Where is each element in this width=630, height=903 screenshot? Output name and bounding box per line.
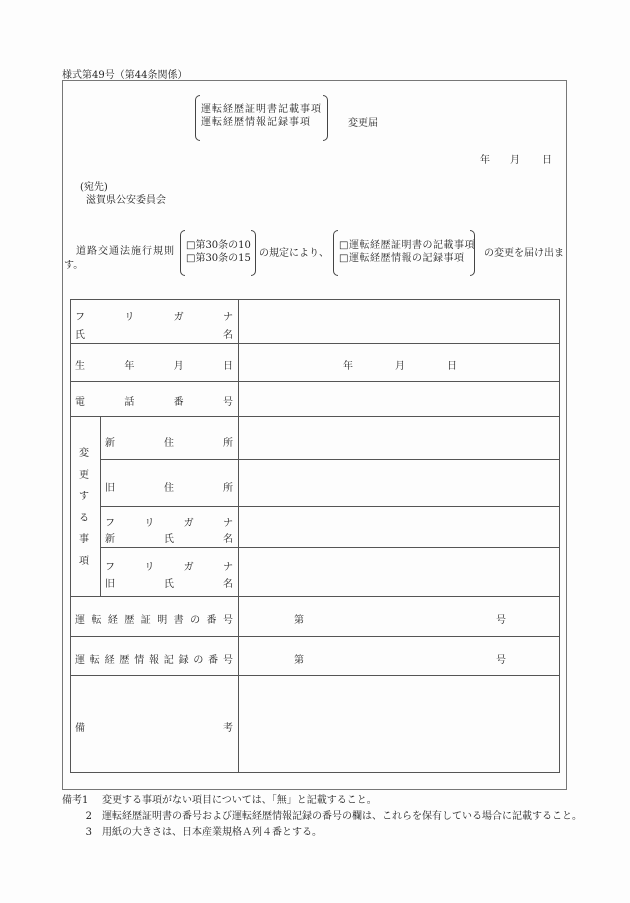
title-options <box>201 103 322 129</box>
addressee: 滋賀県公安委員会 <box>86 195 166 206</box>
name-input[interactable] <box>239 300 559 343</box>
birth-day: 日 <box>447 361 457 372</box>
record-number-prefix: 第 <box>294 655 304 666</box>
remarks-label: 備 考 <box>75 723 233 734</box>
record-number-suffix: 号 <box>496 655 506 666</box>
phone-input[interactable] <box>239 382 559 416</box>
phone-label: 電 話 番 号 <box>75 397 233 408</box>
name-label: 氏 名 <box>75 330 233 341</box>
new-name-label: 新 氏 名 <box>105 534 233 545</box>
new-name-input[interactable] <box>239 507 559 547</box>
statement-wrap: す。 <box>64 260 84 271</box>
statement-suffix: の変更を届け出ま <box>484 248 564 259</box>
title-suffix: 変更届 <box>348 118 378 129</box>
date-day: 日 <box>542 155 552 166</box>
note-item: 2 運転経歴証明書の番号および運転経歴情報記録の番号の欄は、これらを保有している場合に記載すること。 <box>85 811 582 822</box>
footer-notes <box>62 793 582 841</box>
article-bracket-left <box>180 230 185 276</box>
item-option-certificate[interactable]: □運転経歴証明書の記載事項 <box>339 240 475 251</box>
article-option-30-15[interactable]: □第30条の15 <box>186 253 251 264</box>
note-item: 備考1 変更する事項がない項目については、「無」と記載すること。 <box>62 795 377 806</box>
title-bracket-left <box>195 95 200 141</box>
item-option-record[interactable]: □運転経歴情報の記録事項 <box>339 253 465 264</box>
item-options <box>339 239 475 265</box>
record-number-input[interactable] <box>239 637 559 675</box>
old-name-label: 旧 氏 名 <box>105 579 233 590</box>
cert-number-prefix: 第 <box>294 615 304 626</box>
date-year: 年 <box>480 155 490 166</box>
item-bracket-right <box>470 230 475 276</box>
new-address-label: 新 住 所 <box>105 438 233 449</box>
birth-label: 生 年 月 日 <box>75 361 233 372</box>
new-address-input[interactable] <box>239 417 559 459</box>
old-name-furigana-label: フ リ ガ ナ <box>105 562 233 573</box>
title-option-record: 運転経歴情報記録事項 <box>201 117 311 128</box>
change-group-label: 変 更 す る 事 項 <box>79 448 89 567</box>
birth-month: 月 <box>395 361 405 372</box>
remarks-input[interactable] <box>239 676 559 772</box>
old-address-input[interactable] <box>239 460 559 506</box>
cert-number-label: 運 転 経 歴 証 明 書 の 番 号 <box>75 615 233 626</box>
title-bracket-right <box>323 95 328 141</box>
article-options <box>186 239 251 265</box>
title-option-certificate: 運転経歴証明書記載事項 <box>201 104 322 115</box>
date-month: 月 <box>510 155 520 166</box>
record-number-label: 運 転 経 歴 情 報 記 録 の 番 号 <box>75 655 233 666</box>
article-option-30-10[interactable]: □第30条の10 <box>186 240 251 251</box>
birth-year: 年 <box>343 361 353 372</box>
statement-middle: の規定により、 <box>259 248 329 259</box>
furigana-label: フ リ ガ ナ <box>75 312 233 323</box>
cert-number-suffix: 号 <box>496 615 506 626</box>
note-item: 3 用紙の大きさは、日本産業規格Ａ列４番とする。 <box>85 827 322 838</box>
cert-number-input[interactable] <box>239 597 559 636</box>
form-id: 様式第49号（第44条関係） <box>62 70 188 81</box>
statement-prefix: 道路交通法施行規則 <box>76 246 175 257</box>
old-name-input[interactable] <box>239 548 559 596</box>
birth-input[interactable] <box>239 344 559 381</box>
article-bracket-right <box>251 230 256 276</box>
addressee-label: (宛先) <box>80 182 108 193</box>
old-address-label: 旧 住 所 <box>105 483 233 494</box>
item-bracket-left <box>333 230 338 276</box>
new-name-furigana-label: フ リ ガ ナ <box>105 518 233 529</box>
